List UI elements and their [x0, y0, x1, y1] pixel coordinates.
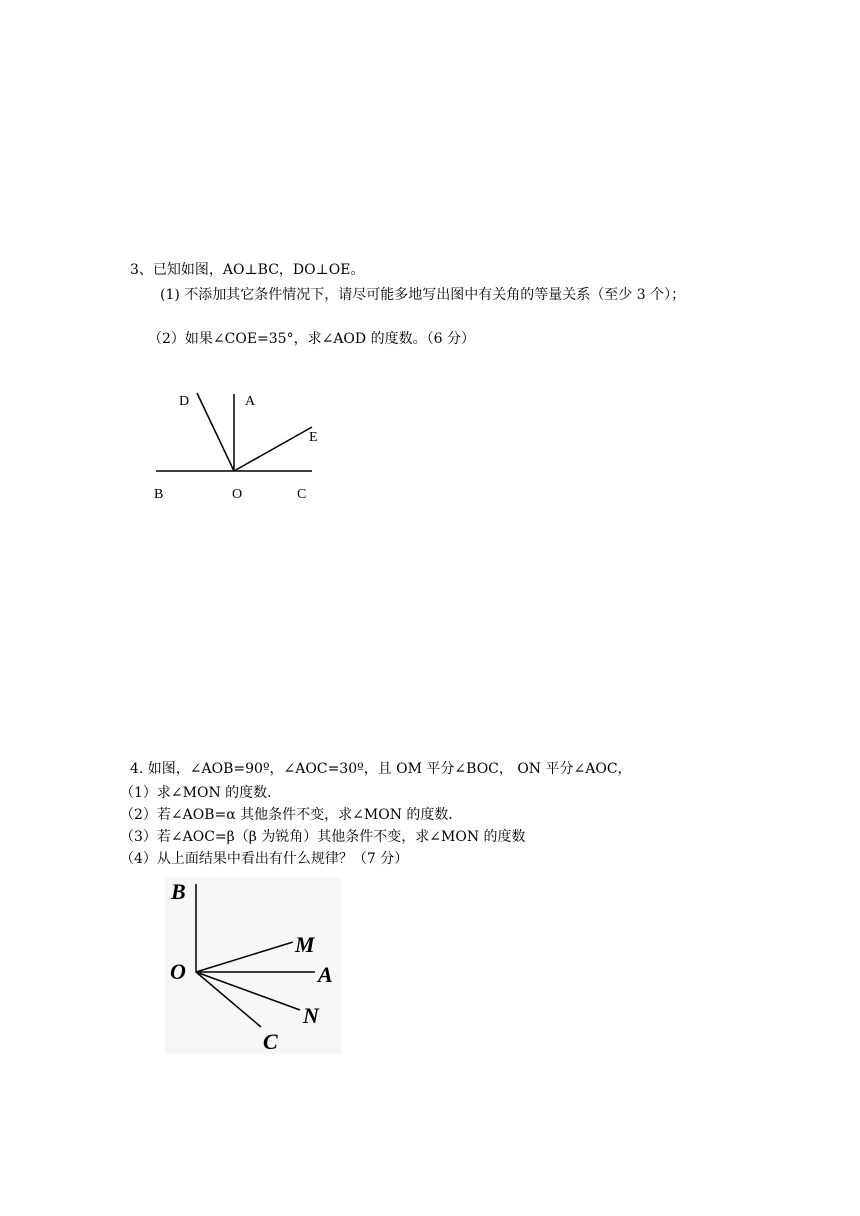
q4-figure	[165, 878, 355, 1058]
label-b: B	[171, 879, 186, 904]
q3-figure	[140, 385, 340, 515]
q4-title: 4. 如图，∠AOB=90º，∠AOC=30º，且 OM 平分∠BOC， ON 平分∠AOC，	[130, 761, 632, 777]
q4-part3: （3）若∠AOC=β（β 为锐角）其他条件不变，求∠MON 的度数	[120, 829, 526, 845]
label-c: C	[263, 1029, 278, 1054]
q3-part2: （2）如果∠COE=35°，求∠AOD 的度数。（6 分）	[148, 331, 475, 347]
label-m: M	[295, 932, 315, 957]
q4-part4: （4）从上面结果中看出有什么规律？（7 分）	[120, 851, 409, 867]
label-o: O	[232, 487, 243, 502]
label-a: A	[318, 962, 333, 987]
q3-part1: (1) 不添加其它条件情况下，请尽可能多地写出图中有关角的等量关系（至少 3 个）；	[160, 287, 686, 303]
label-c: C	[297, 487, 307, 502]
label-o: O	[170, 959, 186, 984]
label-e: E	[309, 430, 318, 445]
q4-part2: （2）若∠AOB=α 其他条件不变，求∠MON 的度数．	[120, 807, 463, 823]
label-n: N	[303, 1003, 319, 1028]
label-a: A	[245, 394, 256, 409]
label-b: B	[154, 487, 164, 502]
ray-oe	[234, 427, 312, 471]
label-d: D	[179, 394, 190, 409]
q3-title: 3、已知如图，AO⊥BC，DO⊥OE。	[130, 262, 365, 278]
ray-od	[197, 393, 234, 471]
q4-part1: （1）求∠MON 的度数．	[120, 785, 282, 801]
